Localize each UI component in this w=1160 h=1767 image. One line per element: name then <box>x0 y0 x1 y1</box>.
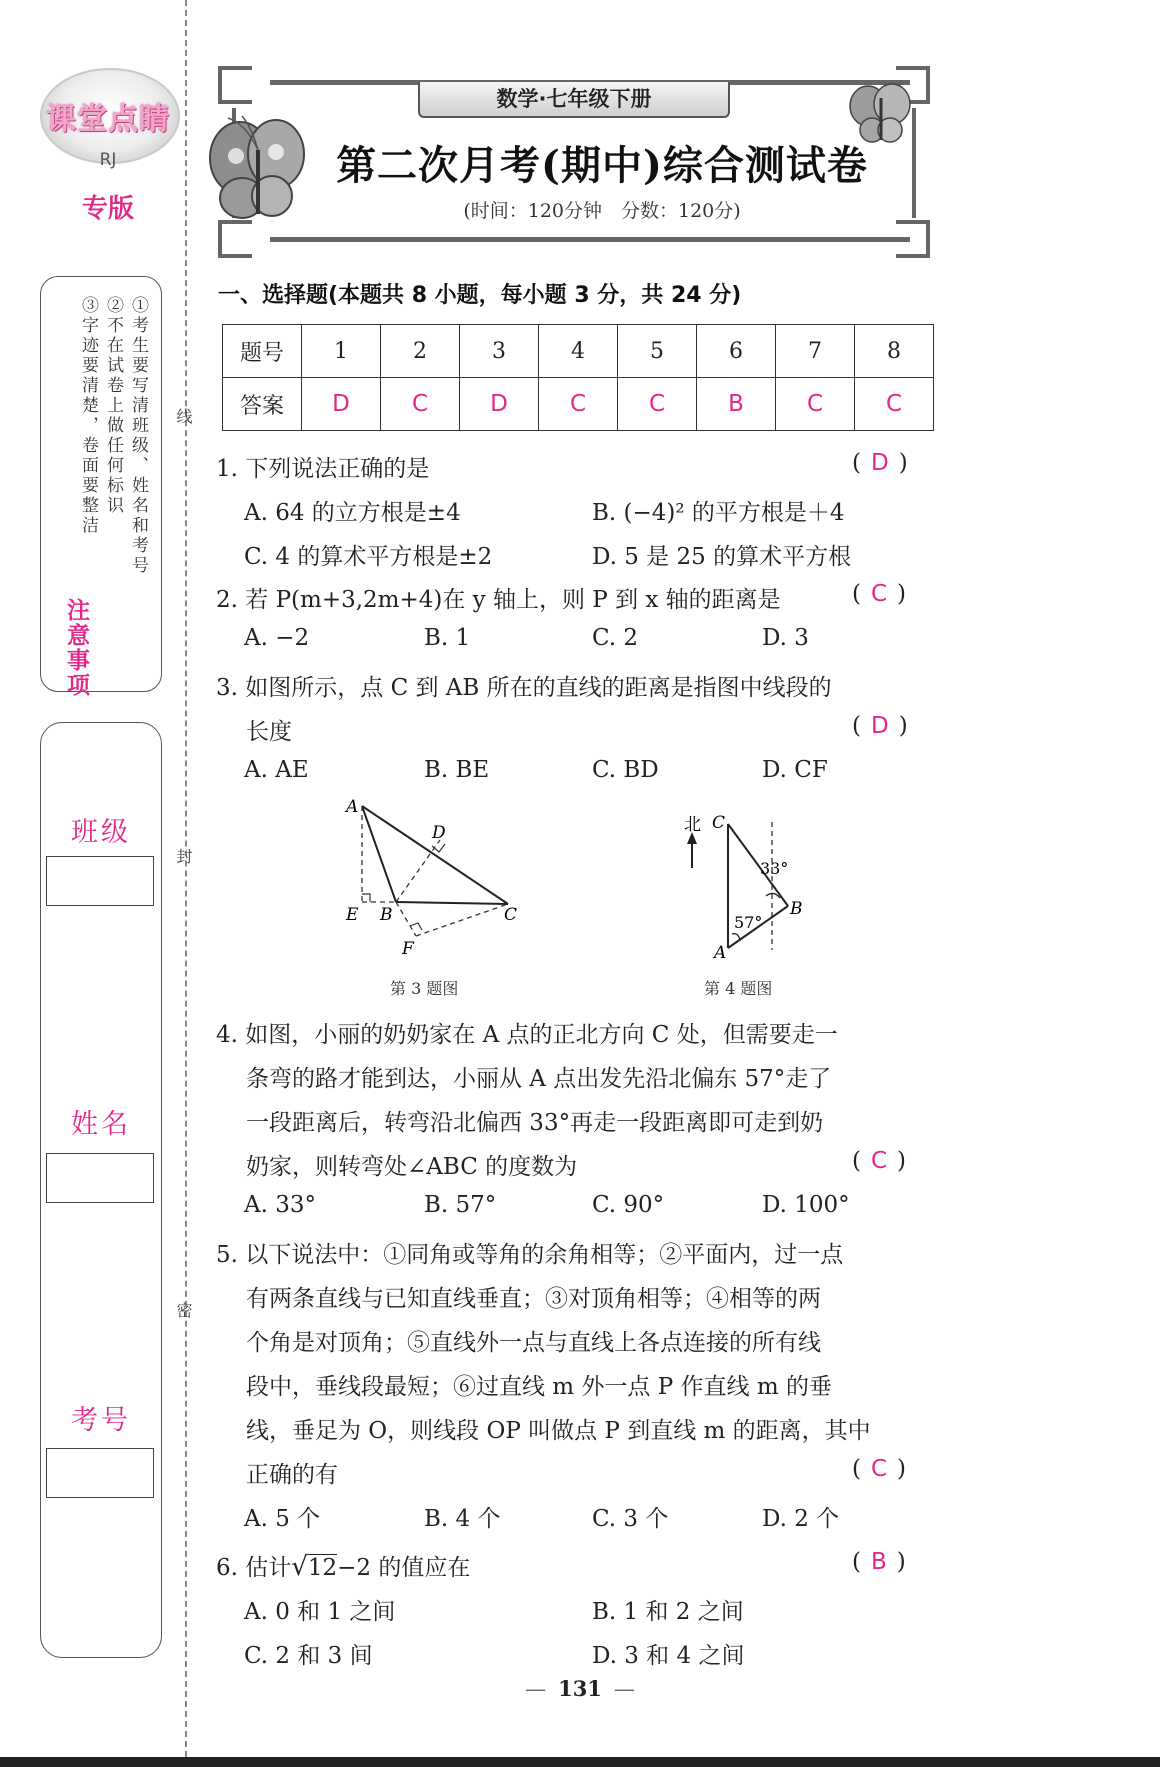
exam-number-field[interactable] <box>46 1448 154 1498</box>
question-5-answer: C <box>870 1456 888 1482</box>
section-heading: 一、选择题(本题共 8 小题，每小题 3 分，共 24 分) <box>218 283 742 308</box>
question-1-option-b: B. (−4)² 的平方根是＋4 <box>592 500 845 526</box>
question-2-stem: 2. 若 P(m+3,2m+4)在 y 轴上，则 P 到 x 轴的距离是 <box>216 587 781 613</box>
question-4-answer: C <box>870 1148 888 1174</box>
fig3-segment-bd <box>396 840 440 902</box>
logo-edition: RJ <box>99 150 117 170</box>
fig3-label-a: A <box>346 797 359 817</box>
question-6-answer-bracket: ( B ) <box>852 1549 906 1575</box>
page-number-value: 131 <box>558 1676 602 1701</box>
fig3-label-b: B <box>380 905 393 925</box>
fig3-segment-bf <box>396 902 416 936</box>
question-5-stem-line-2: 有两条直线与已知直线垂直；③对顶角相等；④相等的两 <box>246 1286 821 1312</box>
question-6-answer: B <box>870 1549 887 1575</box>
cut-mark-secret: 密 <box>174 1302 193 1318</box>
question-3-stem-line-1: 3. 如图所示，点 C 到 AB 所在的直线的距离是指图中线段的 <box>216 675 832 701</box>
butterfly-left-icon <box>206 110 322 228</box>
fig4-angle-57: 57° <box>734 913 763 932</box>
question-4-answer-bracket: ( C ) <box>852 1148 907 1174</box>
question-1-option-c: C. 4 的算术平方根是±2 <box>244 544 493 570</box>
figure-4-diagram <box>676 810 816 960</box>
question-2-option-b: B. 1 <box>424 625 471 651</box>
answer-table <box>222 324 934 431</box>
question-3-answer: D <box>870 713 889 739</box>
exam-number-label: 考号 <box>71 1405 131 1436</box>
question-6-option-b: B. 1 和 2 之间 <box>592 1599 744 1625</box>
table-cell-number: 2 <box>381 325 460 378</box>
name-label: 姓名 <box>71 1109 131 1140</box>
question-3-answer-bracket: ( D ) <box>852 713 908 739</box>
fig3-right-angle-e <box>362 894 370 902</box>
question-6-option-d: D. 3 和 4 之间 <box>592 1643 745 1669</box>
exam-title: 第二次月考(期中)综合测试卷 <box>336 142 868 189</box>
notice-line-1: ①考生要写清班级、姓名和考号 <box>128 296 148 576</box>
fig4-label-c: C <box>712 813 726 833</box>
table-cell-number: 8 <box>855 325 934 378</box>
question-1-answer-bracket: ( D ) <box>852 450 908 476</box>
question-6-stem-pre: 6. 估计 <box>216 1555 292 1581</box>
cut-mark-line: 线 <box>174 408 193 424</box>
fig4-label-a: A <box>714 943 727 960</box>
question-5-option-a: A. 5 个 <box>244 1506 321 1532</box>
question-6-stem-post: −2 的值应在 <box>337 1555 471 1581</box>
table-cell-number: 6 <box>697 325 776 378</box>
table-cell-answer: D <box>460 378 539 431</box>
question-2-answer: C <box>870 581 888 607</box>
table-cell-answer: C <box>381 378 460 431</box>
question-5-answer-bracket: ( C ) <box>852 1456 907 1482</box>
table-cell-answer: D <box>302 378 381 431</box>
table-row <box>223 378 934 431</box>
question-5-stem-line-1: 5. 以下说法中：①同角或等角的余角相等；②平面内，过一点 <box>216 1242 844 1268</box>
question-4-stem-line-1: 4. 如图，小丽的奶奶家在 A 点的正北方向 C 处，但需要走一 <box>216 1022 838 1048</box>
question-1-option-d: D. 5 是 25 的算术平方根 <box>592 544 852 570</box>
question-4-stem-line-2: 条弯的路才能到达，小丽从 A 点出发先沿北偏东 57°走了 <box>246 1066 832 1092</box>
subject-tab: 数学·七年级下册 <box>418 82 730 118</box>
sqrt-icon: √ <box>291 1552 308 1582</box>
fig3-segment-bc <box>396 902 508 904</box>
question-3-option-a: A. AE <box>244 757 309 783</box>
question-2-option-c: C. 2 <box>592 625 639 651</box>
question-5-stem-line-4: 段中，垂线段最短；⑥过直线 m 外一点 P 作直线 m 的垂 <box>246 1374 832 1400</box>
question-2-option-a: A. −2 <box>244 625 310 651</box>
question-6-option-c: C. 2 和 3 间 <box>244 1643 373 1669</box>
question-5-option-d: D. 2 个 <box>762 1506 840 1532</box>
question-6-radicand: 12 <box>307 1555 338 1581</box>
header-border-bottom <box>270 237 910 242</box>
fig4-angle-arc-top <box>766 893 780 898</box>
logo-special-edition: 专版 <box>81 194 134 224</box>
question-5-stem-line-5: 线，垂足为 O，则线段 OP 叫做点 P 到直线 m 的距离，其中 <box>246 1418 871 1444</box>
question-2-option-d: D. 3 <box>762 625 809 651</box>
question-1-stem: 1. 下列说法正确的是 <box>216 456 430 482</box>
fig3-segment-ab <box>362 806 396 902</box>
fig4-label-b: B <box>790 899 803 919</box>
table-cell-number: 1 <box>302 325 381 378</box>
question-3-option-d: D. CF <box>762 757 828 783</box>
table-answer-label: 答案 <box>223 378 302 431</box>
question-4-option-d: D. 100° <box>762 1192 850 1218</box>
fig4-north-label: 北 <box>684 815 701 835</box>
page-number: — 131 — <box>525 1676 635 1701</box>
fig3-label-e: E <box>346 905 359 925</box>
corner-ornament-tl <box>218 66 252 104</box>
table-cell-number: 5 <box>618 325 697 378</box>
table-cell-number: 4 <box>539 325 618 378</box>
fig4-angle-33: 33° <box>760 859 789 878</box>
table-cell-answer: C <box>539 378 618 431</box>
exam-meta: (时间：120分钟 分数：120分) <box>463 200 741 222</box>
logo-text: 课堂点睛 <box>46 102 170 137</box>
question-6-option-a: A. 0 和 1 之间 <box>244 1599 396 1625</box>
table-cell-number: 3 <box>460 325 539 378</box>
fig3-label-d: D <box>432 823 446 843</box>
question-3-stem-line-2: 长度 <box>246 719 292 745</box>
notice-line-2: ②不在试卷上做任何标识 <box>103 296 123 516</box>
question-4-option-c: C. 90° <box>592 1192 665 1218</box>
notice-line-3: ③字迹要清楚，卷面要整洁 <box>78 296 98 536</box>
corner-ornament-br <box>896 220 930 258</box>
bottom-bar <box>0 1757 1160 1767</box>
question-1-option-a: A. 64 的立方根是±4 <box>244 500 461 526</box>
fig4-angle-arc-bottom <box>732 934 740 940</box>
table-cell-answer: C <box>618 378 697 431</box>
question-3-option-c: C. BD <box>592 757 659 783</box>
fig3-label-c: C <box>504 905 518 925</box>
figure-3-caption: 第 3 题图 <box>390 979 459 998</box>
class-label: 班级 <box>71 817 131 848</box>
question-3-option-b: B. BE <box>424 757 490 783</box>
table-cell-number: 7 <box>776 325 855 378</box>
table-header-label: 题号 <box>223 325 302 378</box>
question-4-stem-line-3: 一段距离后，转弯沿北偏西 33°再走一段距离即可走到奶 <box>246 1110 824 1136</box>
fig3-label-f: F <box>402 939 414 959</box>
notice-title: 注意事项 <box>63 598 89 698</box>
question-5-option-b: B. 4 个 <box>424 1506 501 1532</box>
fold-line <box>185 0 187 1767</box>
question-4-option-b: B. 57° <box>424 1192 497 1218</box>
fig3-right-angle-d <box>432 844 445 852</box>
table-cell-answer: C <box>855 378 934 431</box>
fig3-segment-cf <box>416 904 508 936</box>
question-5-stem-line-3: 个角是对顶角；⑤直线外一点与直线上各点连接的所有线 <box>246 1330 821 1356</box>
table-cell-answer: C <box>776 378 855 431</box>
name-field[interactable] <box>46 1153 154 1203</box>
cut-mark-seal: 封 <box>174 848 193 864</box>
table-cell-answer: B <box>697 378 776 431</box>
class-field[interactable] <box>46 856 154 906</box>
question-5-stem-line-6: 正确的有 <box>246 1462 338 1488</box>
question-4-stem-line-4: 奶家，则转弯处∠ABC 的度数为 <box>246 1154 578 1180</box>
table-row <box>223 325 934 378</box>
question-1-answer: D <box>870 450 889 476</box>
figure-4-caption: 第 4 题图 <box>704 979 773 998</box>
question-4-option-a: A. 33° <box>244 1192 316 1218</box>
question-6-stem <box>216 1549 470 1582</box>
question-5-option-c: C. 3 个 <box>592 1506 669 1532</box>
question-2-answer-bracket: ( C ) <box>852 581 907 607</box>
fig3-segment-ac <box>362 806 508 904</box>
figure-3-diagram <box>340 796 530 961</box>
